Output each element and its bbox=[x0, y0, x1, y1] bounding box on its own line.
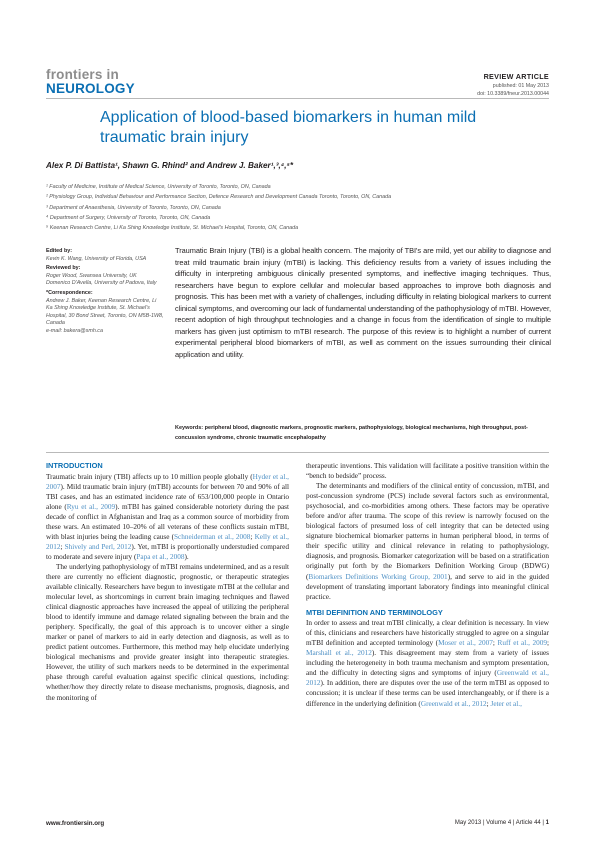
published-date: published: 01 May 2013 bbox=[492, 83, 549, 89]
body-column-left bbox=[46, 461, 289, 703]
text-run: ). Mild traumatic brain injury (mTBI) accounts for between 70 and 90% of all TBI cases, and has an estimated incidence rate of 653/100,000 people in Ontario alone ( bbox=[46, 482, 289, 511]
text-run: ). This disagreement may stem from a variety of issues including the heterogeneity in both trauma mechanism and symptom presentation, and the difficulty in detecting signs and symptoms of injury ( bbox=[306, 649, 549, 678]
reviewed-by: Roger Wood, Swansea University, UK Domenico D'Avella, University of Padova, Italy bbox=[46, 272, 157, 287]
section-heading-mtbi-definition: MTBI DEFINITION AND TERMINOLOGY bbox=[306, 607, 443, 617]
affiliation: ³ Department of Anaesthesia, University of Toronto, Toronto, ON, Canada bbox=[46, 204, 221, 211]
keywords bbox=[175, 424, 551, 443]
paragraph: The underlying pathophysiology of mTBI remains undetermined, and as a result there are currently no efficient diagnostic, prognostic, or therapeutic strategies available clinically. Researchers have begun to investigate mTBI at the cellular and molecular level, as shortcomings in current brain imaging techniques and flawed clinical diagnostic approaches have increased the appeal of utilizing the peripheral blood to identify immune and damage related signaling between the brain and the periphery. Specifically, the goal of this approach is to uncover either a single marker or panel of markers to aid in early detection and diagnosis, as well as to predict patient outcomes. Furthermore, this method may help elucidate underlying biological mechanisms and provide greater insight into therapeutic strategies. However, the utility of such markers needs to be determined in the experimental phase through careful evaluation against specific clinical questions, including: whether/how they directly relate to disease mechanisms, prognosis, diagnosis, and the monitoring of bbox=[46, 562, 289, 702]
text-run: The determinants and modifiers of the clinical entity of concussion, mTBI, and post-concussion syndrome (PCS) include several factors such as environmental, psychosocial, and co-morbidities among others. These factors may be operative before and/or after trauma. The scope of this review is narrowly focused on the biological factors of presumed loss of cell integrity that can be detected using signature biochemical biomarker patterns in human peripheral blood, in terms of their specific utility and clinical relevance in relating to pathophysiology, diagnosis, and prognosis. Biomarker categorization will be based on a stratification originally put forth by the Biomarkers Definition Working Group (BDWG) ( bbox=[306, 482, 549, 581]
affiliation: ⁴ Department of Surgery, University of Toronto, Toronto, ON, Canada bbox=[46, 214, 211, 221]
affiliation: ² Physiology Group, Individual Behaviour and Performance Section, Defence Research and Development Canada Toronto, Toronto, ON, Canada bbox=[46, 194, 392, 201]
body-column-right bbox=[306, 461, 549, 709]
text-run: ). In addition, there are disputes over the use of the term mTBI as opposed to concussion; it is unclear if these terms can be used interchangeably, or if there is a difference in the underlying definition ( bbox=[306, 679, 549, 708]
affiliation: ¹ Faculty of Medicine, Institute of Medical Science, University of Toronto, Toronto, ON, Canada bbox=[46, 184, 271, 190]
author-list: Alex P. Di Battista¹, Shawn G. Rhind² and Andrew J. Baker¹,³,⁴,⁵* bbox=[46, 161, 294, 170]
citation-link[interactable]: Papa et al., 2008 bbox=[136, 552, 185, 561]
citation-link[interactable]: Greenwald et al., 2012 bbox=[306, 669, 549, 688]
article-sidebar bbox=[46, 248, 164, 338]
journal-logo-line2: NEUROLOGY bbox=[46, 81, 135, 96]
citation-link[interactable]: Schneiderman et al., 2008 bbox=[174, 532, 251, 541]
journal-logo bbox=[46, 69, 166, 96]
citation-link[interactable]: Marshall et al., 2012 bbox=[306, 649, 372, 658]
text-run: In order to assess and treat mTBI clinically, a clear definition is necessary. In view of this, clinicians and researchers have historically struggled to agree on a singular mTBI definition and accepted terminology ( bbox=[306, 619, 549, 648]
text-run: Traumatic brain injury (TBI) affects up to 10 million people globally ( bbox=[46, 472, 253, 481]
paragraph bbox=[306, 481, 549, 602]
paragraph bbox=[46, 472, 289, 562]
citation-link[interactable]: Ryu et al., 2009 bbox=[66, 502, 116, 511]
edited-by: Kevin K. Wang, University of Florida, USA bbox=[46, 255, 147, 262]
text-run: ; bbox=[492, 639, 498, 648]
correspondence: Andrew J. Baker, Keenan Research Centre, Li Ka Shing Knowledge Institute, St. Michael's Hospital, 30 Bond Street, Toronto, ON M5B-1W8, Canada e-mail: bakera@smh.ca bbox=[46, 297, 164, 334]
article-type: REVIEW ARTICLE bbox=[483, 72, 549, 81]
doi: doi: 10.3389/fneur.2013.00044 bbox=[477, 91, 549, 97]
text-run: ; bbox=[250, 532, 255, 541]
article-title: Application of blood-based biomarkers in human mild traumatic brain injury bbox=[100, 109, 477, 146]
header-divider bbox=[46, 98, 549, 99]
footer-issue-text: May 2013 | Volume 4 | Article 44 | bbox=[454, 820, 546, 826]
text-run: ). Yet, mTBI is proportionally understudied compared to moderate and severe injury ( bbox=[46, 542, 290, 561]
journal-logo-line1: frontiers in bbox=[46, 67, 119, 82]
citation-link[interactable]: Jeter et al., bbox=[490, 699, 522, 708]
citation-link[interactable]: Ruff et al., 2009 bbox=[497, 639, 547, 648]
page-number: 1 bbox=[545, 820, 549, 826]
text-run: ; bbox=[486, 699, 491, 708]
abstract: Traumatic Brain Injury (TBI) is a global health concern. The majority of TBI's are mild, yet our ability to diagnose and treat mild traumatic brain injury (mTBI) is lacking. This deficiency results from a variety of issues including the difficulty in interpreting ambiguous clinically presented symptoms, and ineffective imaging techniques. Thus, researchers have begun to explore cellular and molecular based approaches to improve both diagnosis and prognosis. This has been met with a variety of challenges, including difficulty in relating biological markers to current clinical symptoms, and overcoming our lack of fundamental understanding of the pathophysiology of mTBI. However, recent adoption of high throughput technologies and a change in focus from the identification of single to multiple markers has given just optimism to mTBI research. The purpose of this review is to highlight a number of current experimental peripheral blood biomarkers of mTBI, as well as comment on the issues surrounding their clinical application and utility. bbox=[175, 246, 551, 359]
correspondence-label: *Correspondence: bbox=[46, 289, 93, 296]
affiliation: ⁵ Keenan Research Centre, Li Ka Shing Knowledge Institute, St. Michael's Hospital, Toronto, ON, Canada bbox=[46, 225, 299, 232]
paragraph bbox=[306, 618, 549, 708]
edited-by-label: Edited by: bbox=[46, 248, 73, 254]
citation-link[interactable]: Greenwald et al., 2012 bbox=[420, 699, 487, 708]
section-heading-introduction: INTRODUCTION bbox=[46, 461, 103, 470]
footer-site: www.frontiersin.org bbox=[46, 820, 105, 827]
affiliations bbox=[46, 182, 546, 233]
citation-link[interactable]: Biomarkers Definitions Working Group, 2001 bbox=[308, 572, 448, 581]
text-run: ; bbox=[60, 542, 65, 551]
article-meta bbox=[477, 82, 549, 98]
reviewed-by-label: Reviewed by: bbox=[46, 265, 81, 272]
text-run: ), and serve to aid in the guided development of translating important laboratory findings into meaningful clinical practice. bbox=[306, 572, 549, 601]
keywords-label: Keywords: bbox=[175, 425, 204, 431]
citation-link[interactable]: Kelly et al., 2012 bbox=[46, 532, 289, 551]
text-run: ). bbox=[184, 552, 189, 561]
paragraph: therapeutic inventions. This validation will facilitate a positive transition within the “bench to bedside” process. bbox=[306, 462, 549, 481]
abstract-divider bbox=[46, 452, 549, 453]
citation-link[interactable]: Hyder et al., 2007 bbox=[46, 472, 289, 491]
footer-issue bbox=[455, 820, 549, 826]
text-run: ). mTBI has gained considerable notoriety during the past decade of conflict in Afghanistan and Iraq as a common source of morbidity from these wars. An estimated 10–20% of all veterans of these conflicts sustain mTBI, with blast injuries being the leading cause ( bbox=[46, 502, 290, 541]
citation-link[interactable]: Moser et al., 2007 bbox=[438, 639, 493, 648]
text-run: ; bbox=[546, 639, 549, 648]
keywords-list: peripheral blood, diagnostic markers, prognostic markers, pathophysiology, biological mechanisms, high throughput, post-concussion syndrome, chronic traumatic encephalopathy bbox=[175, 425, 528, 441]
citation-link[interactable]: Shively and Perl, 2012 bbox=[64, 542, 132, 551]
